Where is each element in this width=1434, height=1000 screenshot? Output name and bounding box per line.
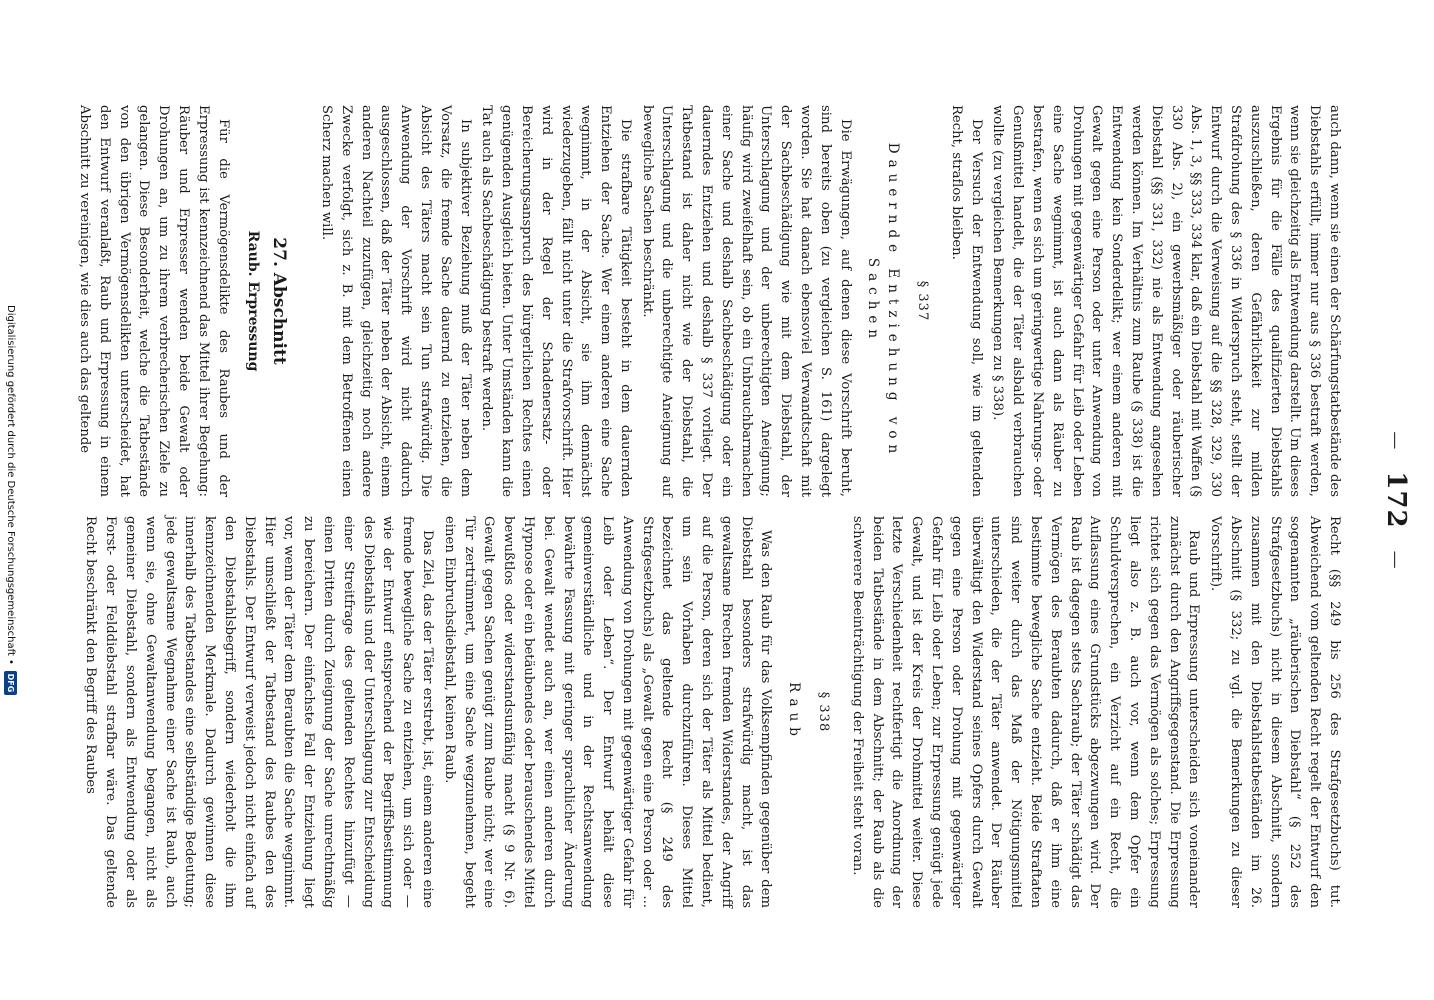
footer-text: Digitalisierung gefördert durch die Deutsche Forschungsgemeinschaft • <box>5 305 17 665</box>
section-338-heading: Raub <box>786 682 803 742</box>
right-paragraph-4: Das Ziel, das der Täter erstrebt, ist, einem anderen eine fremde bewegliche Sache zu entziehen, um sich oder — wie der Entwurf entsprechend der Begriffsbestimmung des Diebstahls und der Unterschlagung zur Entscheidung einer Streitfrage des geltenden Rechtes hinzufügt — einen Dritten durch Zueignung der Sache unrechtmäßig zu bereichern. Der einfachste Fall der Entziehung liegt vor, wenn der Täter dem Beraubten die Sache wegnimmt. Hier umschließt der Tatbestand des Raubes den des Diebstahls. Der Entwurf verweist jedoch nicht einfach auf den Diebstahlsbegriff, sondern wiederholt die ihm kennzeichnenden Merkmale. Dadurch gewinnen diese innerhalb des Tatbestandes eine selbständige Bedeutung; jede gewaltsame Wegnahme einer Sache ist Raub, auch wenn sie, ohne Gewaltanwendung begangen, nicht als gemeiner Diebstahl, sondern als Entwendung oder als Forst- oder Felddiebstahl strafbar wäre. Das geltende Recht beschränkt den Begriff des Raubes <box>83 516 435 908</box>
left-paragraph-1: auch dann, wenn sie einen der Schärfungstatbestände des Diebstahls erfüllt, immer nur aus § 336 bestraft werden, wenn sie gleichzeitig als Entwendung darstellt. Um dieses Ergebnis für die Fälle des qualifizierten Diebstahls auszuschließen, deren Gefährlichkeit zur milden Strafdrohung des § 336 in Widerspruch steht, stellt der Entwurf durch die Verweisung auf die §§ 328, 329, 330 Abs. 1, 3, §§ 333, 334 klar, daß ein Diebstahl mit Waffen (§ 330 Abs. 2), ein gewerbsmäßiger oder räuberischer Diebstahl (§§ 331, 332) nie als Entwendung angesehen werden können. Im Verhältnis zum Raube (§ 338) ist die Entwendung kein Sonderdelikt; wer einem anderen mit Gewalt gegen eine Person oder unter Anwendung von Drohungen mit gegenwärtiger Gefahr für Leib oder Leben eine Sache wegnimmt, ist auch dann als Räuber zu bestrafen, wenn es sich um geringwertige Nahrungs- oder Genußmittel handelt, die der Täter alsbald verbrauchen wollte (zu vergleichen Bemerkungen zu § 338). <box>990 105 1342 497</box>
chapter-title: 27. Abschnitt <box>269 237 290 365</box>
digitization-footer <box>2 0 20 1000</box>
section-338-number: § 338 <box>816 691 832 733</box>
page-header <box>1366 0 1426 1000</box>
page-number: 172 <box>1381 471 1411 529</box>
dfg-logo-icon: DFG <box>5 671 18 695</box>
section-337-number: § 337 <box>915 280 931 322</box>
left-paragraph-6: Für die Vermögensdelikte des Raubes und der Erpressung ist kennzeichnend das Mittel ihrer Begehung: Räuber und Erpresser wenden beide Gewalt oder Drohungen an, um zu ihrem verbrecherischen Ziele zu gelangen. Diese Besonderheit, welche die Tatbestände von den übrigen Vermögensdelikten unterscheidet, hat den Entwurf veranlaßt, Raub und Erpressung in einem Abschnitt zu vereinigen, wie dies auch das geltende <box>76 105 231 497</box>
left-paragraph-4: Die strafbare Tätigkeit besteht in dem dauernden Entziehen der Sache. Wer einem anderen eine Sache wegnimmt, in der Absicht, sie ihm demnächst wiederzugeben, fällt nicht unter die Strafvorschrift. Hier wird in der Regel der Schadenersatz- oder Bereicherungsanspruch des bürgerlichen Rechtes einen genügenden Ausgleich bieten. Unter Umständen kann die Tat auch als Sachbeschädigung bestraft werden. <box>479 105 633 497</box>
right-paragraph-2: Raub und Erpressung unterscheiden sich voneinander zunächst durch den Angriffsgegenstand. Die Erpressung richtet sich gegen das Vermögen als solches; Erpressung liegt also z. B. auch vor, wenn dem Opfer ein Schuldversprechen, ein Verzicht auf ein Recht, die Auflassung eines Grundstücks abgezwungen wird. Der Raub ist dagegen stets Sachraub; der Täter schädigt das Vermögen des Beraubten dadurch, daß er ihm eine bestimmte bewegliche Sache entzieht. Beide Straftaten sind weiter durch das Maß der Nötigungsmittel unterschieden, die der Täter anwendet. Der Räuber überwältigt den Widerstand seines Opfers durch Gewalt gegen eine Person oder Drohung mit gegenwärtiger Gefahr für Leib oder Leben; zur Erpressung genügt jede Gewalt, und ist der Kreis der Drohmittel weiter. Diese letzte Verschiedenheit rechtfertigt die Anordnung der beiden Tatbestände in dem Abschnitt; der Raub als die schwerere Beeinträchtigung der Freiheit steht voran. <box>849 516 1202 908</box>
header-dash-left: — <box>1385 431 1407 450</box>
right-paragraph-1: Recht (§§ 249 bis 256 des Strafgesetzbuchs) tut. Abweichend vom geltenden Recht regelt der Entwurf den sogenannten „räuberischen Diebstahl“ (§ 252 des Strafgesetzbuchs) nicht in diesem Abschnitt, sondern zusammen mit den Diebstahlstatbeständen im 26. Abschnitt (§ 332; zu vgl. die Bemerkungen zu dieser Vorschrift). <box>1208 516 1342 908</box>
left-column <box>72 105 1344 497</box>
left-paragraph-2: Der Versuch der Entwendung soll, wie im geltenden Recht, straflos bleiben. <box>948 105 984 497</box>
header-dash-right: — <box>1385 550 1407 569</box>
right-paragraph-3: Was den Raub für das Volksempfinden gegenüber dem Diebstahl besonders strafwürdig macht, ist das gewaltsame Brechen fremden Widerstandes, der Angriff auf die Person, deren sich der Täter als Mittel bedient, um sein Vorhaben durchzuführen. Dieses Mittel bezeichnet das geltende Recht (§ 249 des Strafgesetzbuchs) als „Gewalt gegen eine Person oder ... Anwendung von Drohungen mit gegenwärtiger Gefahr für Leib oder Leben“. Der Entwurf behält diese gemeinverständliche und in der Rechtsanwendung bewährte Fassung mit geringer sprachlicher Änderung bei. Gewalt wendet auch an, wer einen anderen durch Hypnose oder ein betäubendes oder berauschendes Mittel bewußtlos oder widerstandsunfähig macht (§ 9 Nr. 6). Gewalt gegen Sachen genügt zum Raube nicht; wer eine Tür zertrümmert, um eine Sache wegzunehmen, begeht einen Einbruchsdiebstahl, keinen Raub. <box>441 516 774 908</box>
left-paragraph-5: In subjektiver Beziehung muß der Täter neben dem Vorsatz, die fremde Sache dauernd zu entziehen, die Absicht des Täters macht sein Tun strafwürdig. Die Anwendung der Vorschrift wird nicht dadurch ausgeschlossen, daß der Täter neben der Absicht, einem anderen Nachteil zuzufügen, gleichzeitig noch andere Zwecke verfolgt, sich z. B. mit dem Betroffenen einen Scherz machen will. <box>318 105 473 497</box>
section-337-heading: Dauernde Entziehung von Sachen <box>865 142 902 460</box>
right-column <box>79 516 1344 908</box>
chapter-subtitle: Raub. Erpressung <box>245 230 262 372</box>
left-paragraph-3: Die Erwägungen, auf denen diese Vorschrift beruht, sind bereits oben (zu vergleichen S. 161) dargelegt worden. Sie hat danach ebensoviel Verwandtschaft mit der Sachbeschädigung wie mit dem Diebstahl, der Unterschlagung und der unberechtigten Aneignung; häufig wird zweifelhaft sein, ob ein Unbrauchbarmachen einer Sache und deshalb Sachbeschädigung oder ein dauerndes Entziehen und deshalb § 337 vorliegt. Der Tatbestand ist daher nicht wie der Diebstahl, die Unterschlagung und die unberechtigte Aneignung auf bewegliche Sachen beschränkt. <box>639 105 853 497</box>
